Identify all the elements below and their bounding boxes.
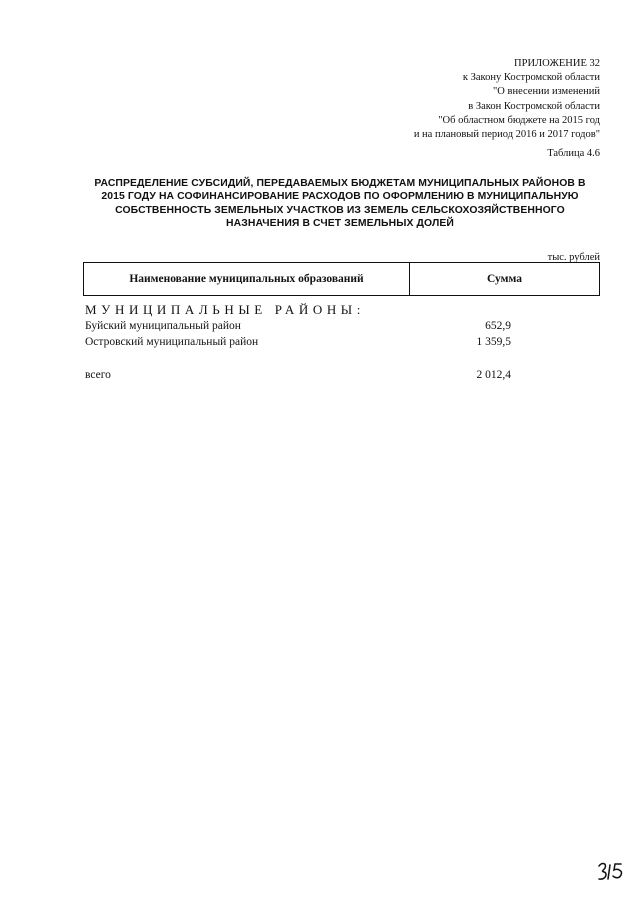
appendix-line: в Закон Костромской области [468,100,600,112]
title-line: 2015 ГОДУ НА СОФИНАНСИРОВАНИЕ РАСХОДОВ ПО ОФОРМЛЕНИЮ В МУНИЦИПАЛЬНУЮ [101,191,579,203]
appendix-line: "Об областном бюджете на 2015 год [438,114,600,126]
table-header [83,262,600,296]
appendix-line: "О внесении изменений [493,86,600,98]
total-label: всего [85,369,111,381]
appendix-header [340,57,600,142]
units-label: тыс. рублей [547,252,600,263]
title-line: СОБСТВЕННОСТЬ ЗЕМЕЛЬНЫХ УЧАСТКОВ ИЗ ЗЕМЕЛЬ СЕЛЬСКОХОЗЯЙСТВЕННОГО [115,204,565,216]
handwritten-page-number [596,858,626,888]
section-heading: МУНИЦИПАЛЬНЫЕ РАЙОНЫ: [85,302,365,317]
table-row [85,320,600,336]
appendix-line: к Закону Костромской области [462,72,600,84]
document-title [70,177,610,231]
title-line: РАСПРЕДЕЛЕНИЕ СУБСИДИЙ, ПЕРЕДАВАЕМЫХ БЮДЖЕТАМ МУНИЦИПАЛЬНЫХ РАЙОНОВ В [94,178,586,189]
column-header-sum: Сумма [487,273,522,285]
table-row [85,336,600,352]
row-name: Буйский муниципальный район [85,320,241,332]
row-value: 652,9 [485,320,511,332]
total-value: 2 012,4 [476,369,511,381]
total-row [85,369,600,385]
appendix-line: и на плановый период 2016 и 2017 годов" [413,129,600,141]
column-header-name: Наименование муниципальных образований [84,263,410,295]
title-line: НАЗНАЧЕНИЯ В СЧЕТ ЗЕМЕЛЬНЫХ ДОЛЕЙ [226,218,454,230]
table-number: Таблица 4.6 [547,148,600,159]
row-name: Островский муниципальный район [85,336,259,348]
row-value: 1 359,5 [476,336,511,348]
appendix-line: ПРИЛОЖЕНИЕ 32 [514,58,600,69]
